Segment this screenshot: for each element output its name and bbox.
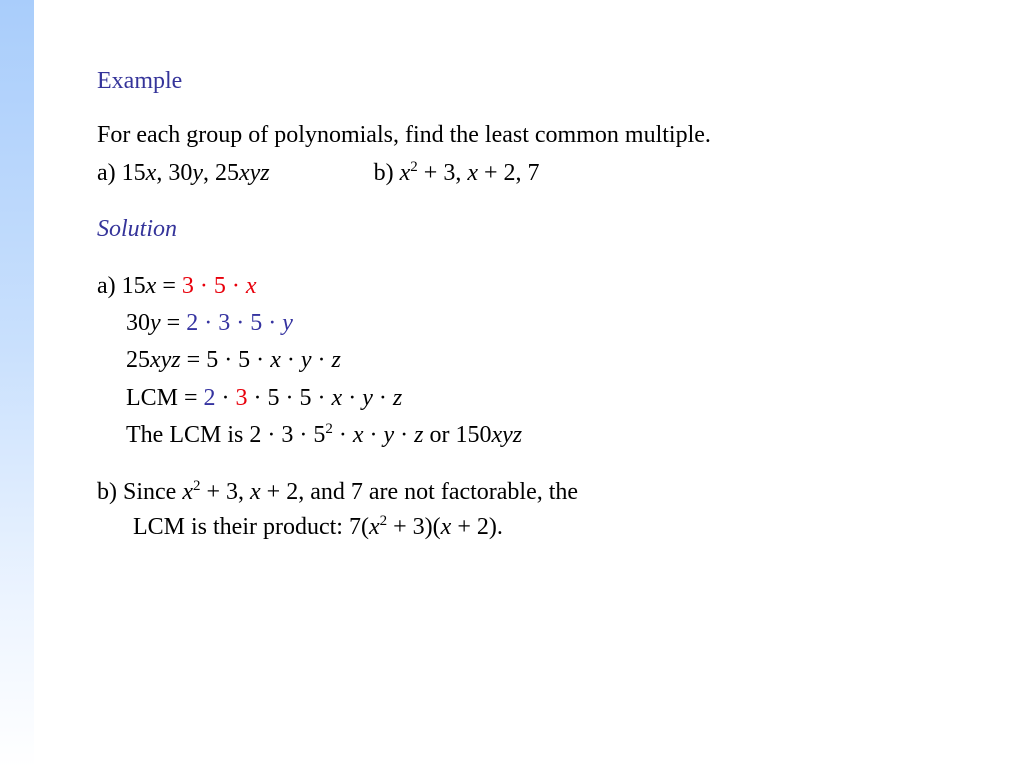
solution-label: Solution bbox=[97, 216, 178, 242]
problem-statement bbox=[97, 159, 540, 187]
slide-heading: Example bbox=[97, 68, 183, 94]
solution-a-line-1: a) 15x = 3 · 5 · x bbox=[97, 273, 257, 299]
solution-a-line-3: 25xyz = 5 · 5 · x · y · z bbox=[126, 347, 341, 373]
decorative-side-bar bbox=[0, 0, 34, 768]
problem-b: b) $x^2 + 3$, x + 2, 7 bbox=[373, 159, 540, 186]
solution-b-line-1: b) Since $x^2 + 3$, x + 2, and 7 are not factorable, the bbox=[97, 478, 579, 505]
solution-a-line-4: LCM = 2 · 3 · 5 · 5 · x · y · z bbox=[126, 385, 403, 411]
solution-a-line-5: The LCM is $2 \cdot 3 \cdot 5^2 \cdot x \cdot y \cdot z$ or 150xyz bbox=[126, 421, 523, 448]
solution-a-line-2: 30y = 2 · 3 · 5 · y bbox=[126, 310, 293, 336]
problem-intro: For each group of polynomials, find the least common multiple. bbox=[97, 122, 711, 148]
problem-a: a) 15x, 30y, 25xyz bbox=[97, 160, 270, 186]
solution-b-line-2: LCM is their product: $7(x^2 + 3)(x + 2)$. bbox=[133, 513, 503, 540]
